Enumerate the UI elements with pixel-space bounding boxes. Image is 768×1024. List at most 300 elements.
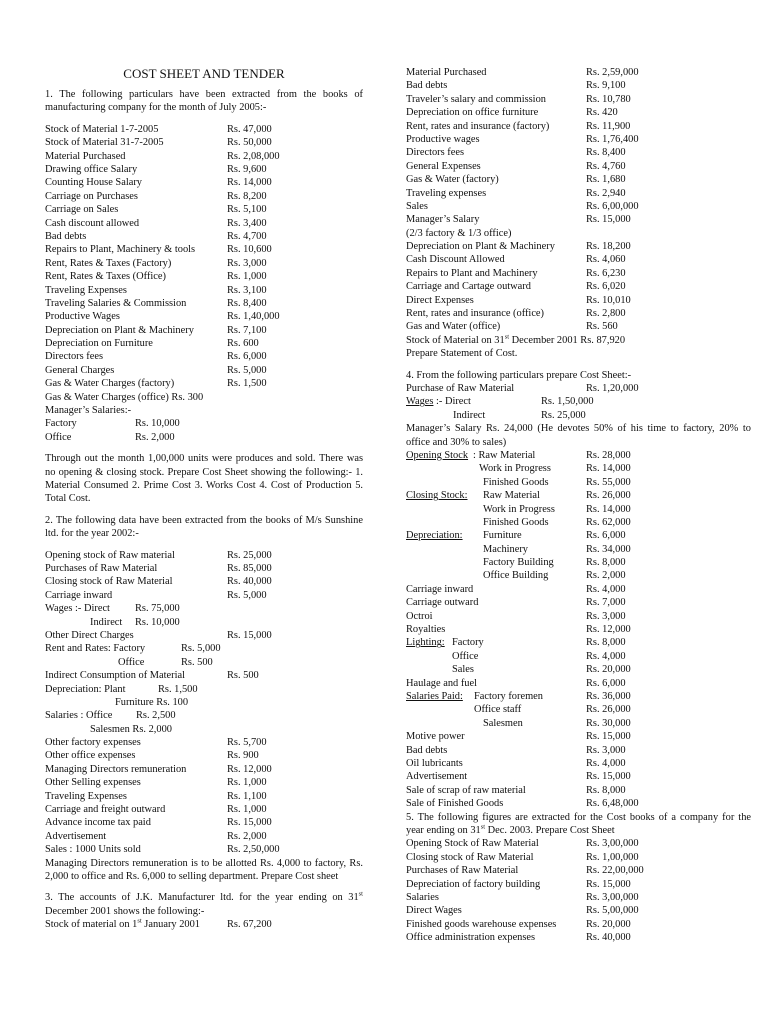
item-label: Haulage and fuel xyxy=(406,677,477,689)
amount-value: Rs. 4,060 xyxy=(586,254,626,266)
line-item xyxy=(45,549,363,562)
amount-value: Rs. 85,000 xyxy=(227,563,272,575)
paragraph: Manager’s Salary Rs. 24,000 (He devotes 50% of his time to factory, 20% to office and 30% to sales) xyxy=(406,423,751,448)
amount-value: Rs. 5,000 xyxy=(227,589,267,601)
line-item xyxy=(45,310,363,323)
line-item xyxy=(406,133,751,146)
amount-value: Rs. 10,780 xyxy=(586,93,631,105)
amount-value: Rs. 3,000 xyxy=(227,257,267,269)
item-label: Work in Progress xyxy=(483,503,555,515)
line-item xyxy=(45,217,363,230)
item-label: Carriage on Purchases xyxy=(45,190,138,202)
line-item xyxy=(406,146,751,159)
line-item xyxy=(406,690,751,703)
amount-value: Rs. 3,100 xyxy=(227,284,267,296)
item-label: Other office expenses xyxy=(45,750,136,762)
item-label: Cash Discount Allowed xyxy=(406,254,505,266)
line-item xyxy=(406,730,751,743)
line-item xyxy=(406,650,751,663)
line-item xyxy=(406,106,751,119)
line-item xyxy=(406,449,751,462)
item-label: Stock of Material on 31st December 2001 Rs. 87,920 xyxy=(406,333,626,346)
item-label: Gas & Water Charges (office) Rs. 300 xyxy=(45,391,204,403)
line-item xyxy=(406,717,751,730)
amount-value: Rs. 18,200 xyxy=(586,241,631,253)
item-label: Drawing office Salary xyxy=(45,163,138,175)
item-label: Traveling Salaries & Commission xyxy=(45,297,187,309)
line-item xyxy=(406,744,751,757)
item-label: Carriage and freight outward xyxy=(45,804,166,816)
amount-value: Rs. 22,00,000 xyxy=(586,865,644,877)
item-label: Other factory expenses xyxy=(45,737,141,749)
item-label: Office administration expenses xyxy=(406,932,536,944)
item-label: Bad debts xyxy=(406,80,448,92)
amount-value: Rs. 40,000 xyxy=(586,932,631,944)
item-label: Opening Stock of Raw Material xyxy=(406,838,539,850)
amount-value: Rs. 6,000 xyxy=(227,351,267,363)
item-label: Prepare Statement of Cost. xyxy=(406,348,518,360)
amount-value: Rs. 4,000 xyxy=(586,757,626,769)
item-label: Finished Goods xyxy=(483,476,549,488)
line-item xyxy=(406,864,751,877)
item-label: Raw Material xyxy=(483,490,540,502)
line-item xyxy=(45,136,363,149)
item-label: Rent, rates and insurance (factory) xyxy=(406,120,550,132)
amount-value: Rs. 3,00,000 xyxy=(586,891,639,903)
item-label: Office staff xyxy=(474,704,522,716)
line-item xyxy=(45,749,363,762)
line-item xyxy=(45,364,363,377)
item-label: Depreciation on office furniture xyxy=(406,107,539,119)
line-item xyxy=(406,797,751,810)
line-item xyxy=(45,803,363,816)
amount-value: Rs. 26,000 xyxy=(586,490,631,502)
item-label: Factory xyxy=(452,637,484,649)
item-label: Salesmen Rs. 2,000 xyxy=(90,723,172,735)
line-item xyxy=(45,763,363,776)
line-item xyxy=(406,891,751,904)
line-item xyxy=(406,878,751,891)
item-label: Gas and Water (office) xyxy=(406,321,501,333)
line-item xyxy=(406,66,751,79)
line-item xyxy=(406,837,751,850)
item-label: Traveler’s salary and commission xyxy=(406,93,546,105)
amount-value: Rs. 8,400 xyxy=(227,297,267,309)
item-label: Material Purchased xyxy=(45,150,126,162)
amount-value: Rs. 7,100 xyxy=(227,324,267,336)
item-label: Sales xyxy=(406,200,428,212)
item-label: Salaries Paid: xyxy=(406,691,463,702)
item-label: Indirect Consumption of Material xyxy=(45,670,185,682)
line-item xyxy=(406,904,751,917)
amount-value: Rs. 6,000 xyxy=(586,677,626,689)
amount-value: Rs. 500 xyxy=(181,656,213,668)
line-item xyxy=(406,476,751,489)
amount-value: Rs. 12,000 xyxy=(227,763,272,775)
amount-value: Rs. 15,000 xyxy=(586,878,631,890)
amount-value: Rs. 2,08,000 xyxy=(227,150,280,162)
line-item xyxy=(406,213,751,226)
amount-value: Rs. 14,000 xyxy=(586,503,631,515)
amount-value: Rs. 2,50,000 xyxy=(227,844,280,856)
amount-value: Rs. 2,500 xyxy=(136,710,176,722)
item-label: Carriage on Sales xyxy=(45,204,119,216)
item-label: :- Direct xyxy=(436,396,471,408)
amount-value: Rs. 600 xyxy=(227,338,259,350)
amount-value: Rs. 10,010 xyxy=(586,294,631,306)
amount-value: Rs. 9,600 xyxy=(227,163,267,175)
amount-value: Rs. 50,000 xyxy=(227,137,272,149)
line-item xyxy=(406,294,751,307)
item-label: Wages :- Direct xyxy=(45,603,110,615)
item-label: Opening stock of Raw material xyxy=(45,549,175,561)
paragraph: Through out the month 1,00,000 units were produces and sold. There was no opening & closing stock. Prepare Cost Sheet showing the following:- 1. Material Consumed 2. Prime Cost 3. Works Cost 4. Cost of Production 5. Total Cost. xyxy=(45,453,363,505)
amount-value: Rs. 4,000 xyxy=(586,583,626,595)
line-item xyxy=(406,79,751,92)
item-label: Carriage and Cartage outward xyxy=(406,281,531,293)
item-label: Traveling expenses xyxy=(406,187,487,199)
item-label: Finished Goods xyxy=(483,516,549,528)
amount-value: Rs. 20,000 xyxy=(586,918,631,930)
line-item xyxy=(406,663,751,676)
item-label: Closing stock of Raw Material xyxy=(45,576,173,588)
line-item xyxy=(406,543,751,556)
line-item xyxy=(406,516,751,529)
amount-value: Rs. 15,000 xyxy=(586,771,631,783)
line-item xyxy=(45,696,363,709)
amount-value: Rs. 2,800 xyxy=(586,308,626,320)
item-label: Direct Wages xyxy=(406,905,462,917)
line-item xyxy=(406,569,751,582)
line-item xyxy=(45,790,363,803)
line-item xyxy=(406,382,751,395)
amount-value: Rs. 10,000 xyxy=(135,418,180,430)
amount-value: Rs. 10,000 xyxy=(135,616,180,628)
amount-value: Rs. 40,000 xyxy=(227,576,272,588)
amount-value: Rs. 36,000 xyxy=(586,691,631,702)
line-item xyxy=(45,816,363,829)
item-label: Work in Progress xyxy=(479,463,551,475)
item-label: Salaries xyxy=(406,891,439,903)
amount-value: Rs. 1,00,000 xyxy=(586,851,639,863)
item-label: Closing stock of Raw Material xyxy=(406,851,534,863)
line-item xyxy=(45,642,363,655)
amount-value: Rs. 6,020 xyxy=(586,281,626,293)
amount-value: Rs. 11,900 xyxy=(586,120,631,132)
line-item xyxy=(406,320,751,333)
amount-value: Rs. 9,100 xyxy=(586,80,626,92)
item-label: Purchases of Raw Material xyxy=(45,563,158,575)
line-item xyxy=(406,596,751,609)
item-label: Depreciation of factory building xyxy=(406,878,541,890)
amount-value: Rs. 14,000 xyxy=(586,463,631,475)
item-label: Factory Building xyxy=(483,557,554,569)
line-item xyxy=(45,150,363,163)
line-item xyxy=(406,757,751,770)
item-label: Directors fees xyxy=(45,351,103,363)
item-label: 4. From the following particulars prepare Cost Sheet:- xyxy=(406,369,632,381)
amount-value: Rs. 8,000 xyxy=(586,557,626,569)
amount-value: Rs. 1,500 xyxy=(227,378,267,390)
line-item xyxy=(406,307,751,320)
item-label: Stock of Material 31-7-2005 xyxy=(45,137,164,149)
spacer xyxy=(45,115,363,123)
line-item xyxy=(406,200,751,213)
line-item xyxy=(45,843,363,856)
item-label: Office xyxy=(452,650,479,662)
amount-value: Rs. 4,700 xyxy=(227,230,267,242)
amount-value: Rs. 15,000 xyxy=(586,731,631,743)
line-item xyxy=(406,267,751,280)
item-label: Indirect xyxy=(90,616,123,628)
line-item xyxy=(45,404,363,417)
line-item xyxy=(406,173,751,186)
line-item xyxy=(406,160,751,173)
item-label: Office Building xyxy=(483,570,549,582)
paragraph: 1. The following particulars have been extracted from the books of manufacturing company for the month of July 2005:- xyxy=(45,89,363,114)
line-item xyxy=(406,280,751,293)
amount-value: Rs. 14,000 xyxy=(227,177,272,189)
item-label: Depreciation on Furniture xyxy=(45,338,153,350)
line-item xyxy=(406,503,751,516)
line-item xyxy=(406,677,751,690)
item-label: Sales : 1000 Units sold xyxy=(45,844,141,856)
amount-value: Rs. 25,000 xyxy=(227,549,272,561)
item-label: Other Direct Charges xyxy=(45,629,134,641)
item-label: Factory xyxy=(45,418,77,430)
line-item xyxy=(45,203,363,216)
spacer xyxy=(45,444,363,452)
item-label: Purchase of Raw Material xyxy=(406,382,515,394)
item-label: Depreciation on Plant & Machinery xyxy=(45,324,194,336)
item-label: Sale of scrap of raw material xyxy=(406,784,526,796)
item-label: Lighting: xyxy=(406,637,445,649)
line-item xyxy=(45,123,363,136)
amount-value: Rs. 75,000 xyxy=(135,603,180,615)
item-label: Directors fees xyxy=(406,147,464,159)
item-label: Advertisement xyxy=(406,771,468,783)
amount-value: Rs. 8,000 xyxy=(586,637,626,649)
amount-value: Rs. 26,000 xyxy=(586,704,631,716)
item-label: Sales xyxy=(452,664,474,676)
amount-value: Rs. 1,50,000 xyxy=(541,396,594,408)
amount-value: Rs. 15,000 xyxy=(586,214,631,226)
amount-value: Rs. 1,000 xyxy=(227,777,267,789)
line-item xyxy=(45,230,363,243)
item-label: Manager’s Salaries:- xyxy=(45,405,132,417)
item-label: Other Selling expenses xyxy=(45,777,141,789)
item-label: Royalties xyxy=(406,624,446,636)
line-item xyxy=(45,324,363,337)
line-item xyxy=(406,931,751,944)
item-label: Furniture Rs. 100 xyxy=(115,696,189,708)
item-label: Stock of material on 1st January 2001 xyxy=(45,917,200,931)
line-item xyxy=(406,784,751,797)
item-label: Oil lubricants xyxy=(406,757,463,769)
line-item xyxy=(406,120,751,133)
item-label: Managing Directors remuneration xyxy=(45,763,187,775)
item-label: Octroi xyxy=(406,610,433,622)
amount-value: Rs. 47,000 xyxy=(227,123,272,135)
amount-value: Rs. 5,100 xyxy=(227,204,267,216)
amount-value: Rs. 2,59,000 xyxy=(586,67,639,78)
item-label: General Expenses xyxy=(406,160,481,172)
line-item xyxy=(406,583,751,596)
amount-value: Rs. 10,600 xyxy=(227,244,272,256)
amount-value: Rs. 4,000 xyxy=(586,650,626,662)
item-label: Furniture xyxy=(483,530,522,542)
spacer xyxy=(406,361,751,369)
amount-value: Rs. 420 xyxy=(586,107,618,119)
item-label: Carriage inward xyxy=(406,583,474,595)
line-item xyxy=(406,851,751,864)
line-item xyxy=(406,347,751,360)
line-item xyxy=(406,409,751,422)
amount-value: Rs. 2,000 xyxy=(135,431,175,443)
line-item xyxy=(406,187,751,200)
amount-value: Rs. 6,00,000 xyxy=(586,200,639,212)
item-label: Gas & Water Charges (factory) xyxy=(45,378,175,390)
line-item xyxy=(45,243,363,256)
page-title: COST SHEET AND TENDER xyxy=(123,66,285,81)
item-label: Depreciation on Plant & Machinery xyxy=(406,241,555,253)
item-label: Productive Wages xyxy=(45,311,120,323)
line-item xyxy=(45,669,363,682)
item-label: Depreciation: Plant xyxy=(45,683,126,695)
amount-value: Rs. 5,00,000 xyxy=(586,905,639,917)
line-item xyxy=(45,736,363,749)
line-item xyxy=(406,489,751,502)
amount-value: Rs. 15,000 xyxy=(227,817,272,829)
item-label: Salesmen xyxy=(483,717,523,729)
amount-value: Rs. 500 xyxy=(227,670,259,682)
line-item xyxy=(45,918,363,931)
item-label: Rent and Rates: Factory xyxy=(45,643,146,655)
line-item xyxy=(406,636,751,649)
item-label: Direct Expenses xyxy=(406,294,474,306)
amount-value: Rs. 5,000 xyxy=(181,643,221,655)
item-label: Office xyxy=(45,431,72,443)
line-item xyxy=(45,562,363,575)
line-item xyxy=(406,623,751,636)
line-item xyxy=(406,703,751,716)
amount-value: Rs. 8,200 xyxy=(227,190,267,202)
amount-value: Rs. 1,680 xyxy=(586,174,626,186)
item-label: Finished goods warehouse expenses xyxy=(406,918,557,930)
amount-value: Rs. 8,000 xyxy=(586,784,626,796)
line-item xyxy=(45,350,363,363)
item-label: Repairs to Plant, Machinery & tools xyxy=(45,244,196,256)
amount-value: Rs. 1,500 xyxy=(158,683,198,695)
item-label: Depreciation: xyxy=(406,530,463,542)
line-item xyxy=(45,163,363,176)
item-label: Gas & Water (factory) xyxy=(406,174,499,186)
item-label: Rent, Rates & Taxes (Office) xyxy=(45,271,166,283)
line-item xyxy=(406,369,751,382)
amount-value: Rs. 67,200 xyxy=(227,919,272,931)
item-label: Manager’s Salary xyxy=(406,214,480,226)
amount-value: Rs. 62,000 xyxy=(586,516,631,528)
item-label: Motive power xyxy=(406,731,465,743)
amount-value: Rs. 1,40,000 xyxy=(227,311,280,323)
line-item xyxy=(45,417,363,430)
line-item xyxy=(406,334,751,347)
amount-value: Rs. 3,000 xyxy=(586,610,626,622)
amount-value: Rs. 1,20,000 xyxy=(586,382,639,394)
amount-value: Rs. 34,000 xyxy=(586,543,631,555)
line-item xyxy=(45,683,363,696)
amount-value: Rs. 3,000 xyxy=(586,744,626,756)
line-item xyxy=(45,575,363,588)
amount-value: Rs. 5,000 xyxy=(227,364,267,376)
line-item xyxy=(45,377,363,390)
line-item xyxy=(45,431,363,444)
item-label: Indirect xyxy=(453,409,486,421)
item-label: Sale of Finished Goods xyxy=(406,798,504,810)
spacer xyxy=(45,506,363,514)
item-label: Material Purchased xyxy=(406,67,487,78)
line-item xyxy=(45,656,363,669)
line-item xyxy=(406,395,751,408)
spacer xyxy=(45,883,363,891)
item-label: Bad debts xyxy=(406,744,448,756)
line-item xyxy=(45,629,363,642)
amount-value: Rs. 6,230 xyxy=(586,267,626,279)
left-column xyxy=(45,66,363,932)
line-item xyxy=(406,462,751,475)
item-label: General Charges xyxy=(45,364,115,376)
item-label: Stock of Material 1-7-2005 xyxy=(45,123,159,135)
line-item xyxy=(45,391,363,404)
line-item xyxy=(406,610,751,623)
line-item xyxy=(45,190,363,203)
amount-value: Rs. 1,100 xyxy=(227,790,267,802)
amount-value: Rs. 7,000 xyxy=(586,597,626,609)
line-item xyxy=(45,616,363,629)
item-label: Carriage inward xyxy=(45,589,113,601)
item-label: (2/3 factory & 1/3 office) xyxy=(406,227,512,239)
line-item xyxy=(45,297,363,310)
item-label: Carriage outward xyxy=(406,597,479,609)
item-label: Purchases of Raw Material xyxy=(406,865,519,877)
line-item xyxy=(406,240,751,253)
amount-value: Rs. 4,760 xyxy=(586,160,626,172)
item-label: Traveling Expenses xyxy=(45,790,127,802)
item-label: Advertisement xyxy=(45,830,107,842)
paragraph: 5. The following figures are extracted for the Cost books of a company for the year ending on 31st Dec. 2003. Prepare Cost Sheet xyxy=(406,811,751,836)
line-item xyxy=(45,176,363,189)
paragraph: 2. The following data have been extracted from the books of M/s Sunshine ltd. for the year 2002:- xyxy=(45,514,363,540)
item-label: Productive wages xyxy=(406,133,480,145)
amount-value: Rs. 8,400 xyxy=(586,147,626,159)
item-label: Factory foremen xyxy=(474,691,543,702)
amount-value: Rs. 55,000 xyxy=(586,476,631,488)
amount-value: Rs. 30,000 xyxy=(586,717,631,729)
line-item xyxy=(45,830,363,843)
line-item xyxy=(45,723,363,736)
amount-value: Rs. 2,000 xyxy=(586,570,626,582)
amount-value: Rs. 1,76,400 xyxy=(586,133,639,145)
line-item xyxy=(406,93,751,106)
line-item xyxy=(45,602,363,615)
amount-value: Rs. 900 xyxy=(227,750,259,762)
line-item xyxy=(45,589,363,602)
amount-value: Rs. 5,700 xyxy=(227,737,267,749)
line-item xyxy=(45,284,363,297)
amount-value: Rs. 2,000 xyxy=(227,830,267,842)
item-label: Bad debts xyxy=(45,230,87,242)
line-item xyxy=(45,709,363,722)
